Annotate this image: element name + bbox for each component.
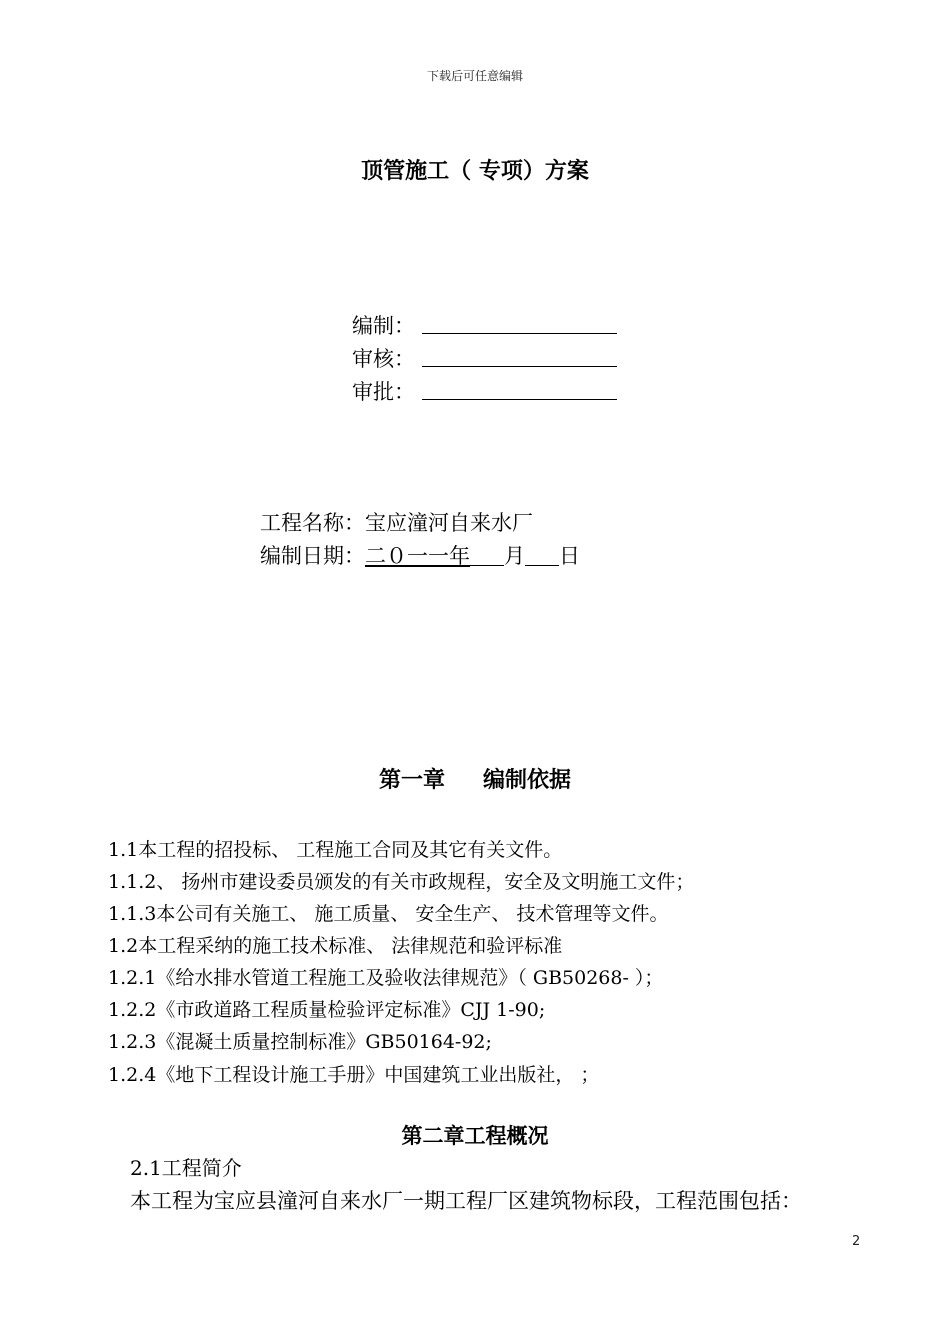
signature-line [422,344,617,367]
list-item: 1.1.3本公司有关施工、 施工质量、 安全生产、 技术管理等文件。 [108,903,669,925]
list-item: 1.1.2、 扬州市建设委员颁发的有关市政规程，安全及文明施工文件； [108,871,695,893]
month-blank [470,541,504,566]
project-date-row [260,541,580,571]
list-item: 1.2.1《给水排水管道工程施工及验收法律规范》（ GB50268- ）； [108,967,664,989]
signature-line [422,377,617,400]
list-item: 1.2本工程采纳的施工技术标准、 法律规范和验评标准 [108,935,563,957]
chapter-1-heading [0,763,950,794]
signature-row-compile [352,311,617,341]
signature-row-approve [352,377,617,407]
list-item: 1.2.2《市政道路工程质量检验评定标准》CJJ 1-90; [108,999,546,1021]
project-name-value: 宝应潼河自来水厂 [365,511,533,535]
list-item: 1.2.3《混凝土质量控制标准》GB50164-92; [108,1031,492,1053]
header-note: 下载后可任意编辑 [426,69,523,83]
page-number: 2 [852,1234,861,1249]
signature-label: 编制： [352,314,415,338]
signature-line [422,311,617,334]
list-item: 1.1本工程的招投标、 工程施工合同及其它有关文件。 [108,839,563,861]
section-heading: 2.1工程简介 [130,1156,242,1180]
document-title: 顶管施工（ 专项）方案 [361,159,589,184]
list-item: 1.2.4《地下工程设计施工手册》中国建筑工业出版社， ； [108,1064,600,1086]
date-day: 日 [559,544,580,568]
date-label: 编制日期： [260,544,365,568]
chapter-2-heading: 第二章工程概况 [401,1124,549,1148]
project-name-row [260,508,533,538]
chapter-1-name: 编制依据 [483,768,572,793]
project-name-label: 工程名称： [260,511,365,535]
body-paragraph: 本工程为宝应县潼河自来水厂一期工程厂区建筑物标段，工程范围包括： [130,1189,802,1213]
chapter-1-number: 第一章 [378,767,445,793]
signature-label: 审核： [352,347,415,371]
date-year: 二０一一年 [365,544,470,568]
date-month: 月 [504,544,525,568]
signature-label: 审批： [352,380,415,404]
day-blank [525,541,559,566]
signature-row-review [352,344,617,374]
